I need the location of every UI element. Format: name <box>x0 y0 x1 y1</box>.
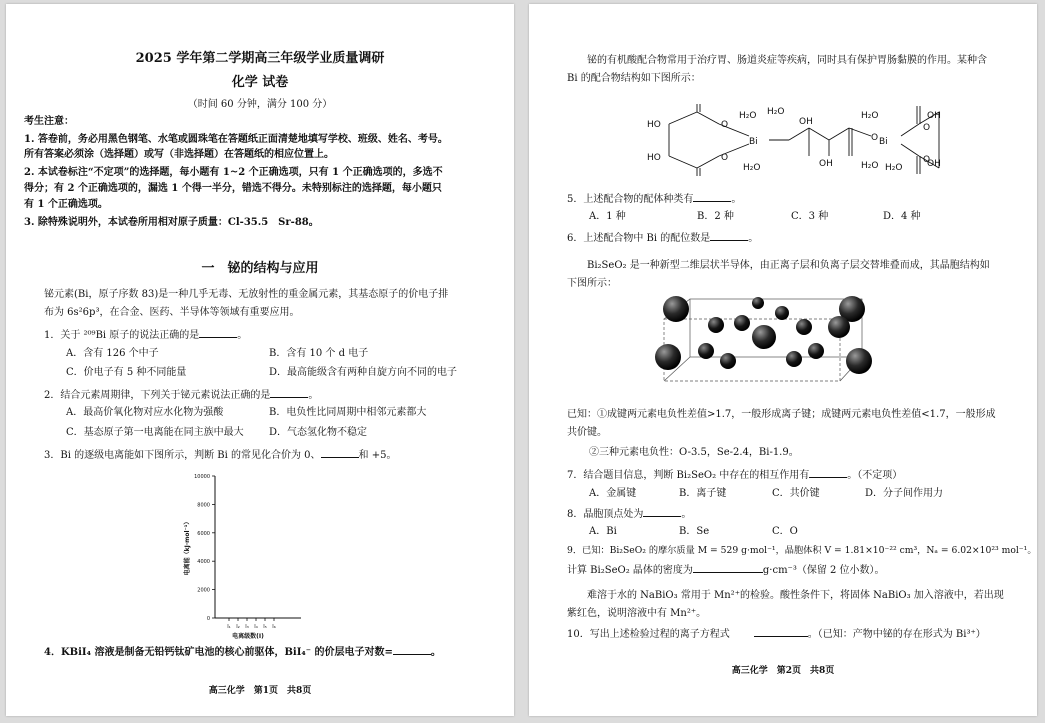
intro-line: 铋的有机酸配合物常用于治疗胃、肠道炎症等疾病，同时具有保护胃肠黏膜的作用。某种含 <box>587 55 987 66</box>
known-line: ②三种元素电负性：O-3.5，Se-2.4，Bi-1.9。 <box>589 447 799 458</box>
question-stem: 5．上述配合物的配体种类有 <box>567 194 694 205</box>
notice-line: 所有答案必须涂（选择题）或写（非选择题）在答题纸的相应位置上。 <box>24 149 334 160</box>
answer-blank[interactable] <box>693 191 731 202</box>
exam-subtitle: 化学 试卷 <box>231 75 289 90</box>
bismuth-complex-structure <box>639 104 949 184</box>
x-tick-label: I₆ <box>272 624 276 630</box>
page-footer: 高三化学 第2页 共8页 <box>731 666 835 676</box>
notice-line: 1. 答卷前，务必用黑色钢笔、水笔或圆珠笔在答题纸正面清楚地填写学校、班级、姓名、考号。 <box>24 134 448 145</box>
answer-blank[interactable] <box>393 644 431 655</box>
notice-line: 2. 本试卷标注“不定项”的选择题，每小题有 1~2 个正确选项，只有 1 个正确选项的，多选不 <box>24 167 443 178</box>
question-stem: 2．结合元素周期律，下列关于铋元素说法正确的是 <box>44 390 271 401</box>
exam-page-2 <box>529 4 1037 716</box>
o-label: O <box>923 123 931 133</box>
atom-vertex <box>655 344 681 370</box>
atom-group <box>655 296 872 374</box>
option-d[interactable]: D．4 种 <box>883 211 921 222</box>
y-axis-label: 电离能（kJ·mol⁻¹） <box>184 518 191 576</box>
o-label: O <box>871 133 879 143</box>
oh-label: OH <box>799 117 813 127</box>
question-note: 。（不定项） <box>847 470 903 481</box>
cell-intro-line: Bi₂SeO₂ 是一种新型二维层状半导体，由正离子层和负离子层交替堆叠而成，其晶胞结构如 <box>587 260 990 271</box>
question-1: 1．关于 ²⁰⁹Bi 原子的说法正确的是 。 <box>44 327 247 343</box>
h2o-label: H₂O <box>743 163 761 173</box>
question-10 <box>567 626 986 642</box>
option-c[interactable]: C．O <box>772 526 798 537</box>
bi-label: Bi <box>879 137 888 147</box>
o-label: O <box>923 155 931 165</box>
x-tick-label: I₃ <box>245 624 249 630</box>
question-9-line2 <box>567 562 885 578</box>
atom-vertex <box>846 348 872 374</box>
h2o-label: H₂O <box>885 163 903 173</box>
answer-blank[interactable] <box>321 447 359 458</box>
answer-blank[interactable] <box>754 626 808 637</box>
notice-line: 3. 除特殊说明外，本试卷所用相对原子质量：Cl-35.5 Sr-88。 <box>24 217 319 228</box>
exam-title: 2025 学年第二学期高三年级学业质量调研 <box>135 51 385 66</box>
option-b[interactable]: B．电负性比同周期中相邻元素都大 <box>269 407 427 418</box>
oh-label: OH <box>927 111 941 121</box>
option-a[interactable]: A．Bi <box>589 526 617 537</box>
bi-label: Bi <box>749 137 758 147</box>
oh-label: OH <box>927 159 941 169</box>
atom-center <box>752 325 776 349</box>
intro-line: Bi 的配合物结构如下图所示： <box>567 73 701 84</box>
question-7 <box>567 467 902 483</box>
option-b[interactable]: B．离子键 <box>679 488 727 499</box>
option-a[interactable]: A．含有 126 个中子 <box>66 348 159 359</box>
intro-line: 布为 6s²6p³，在合金、医药、半导体等领域有重要应用。 <box>44 307 300 318</box>
option-c[interactable]: C．基态原子第一电离能在同主族中最大 <box>66 427 244 438</box>
y-tick-label: 0 <box>206 616 210 622</box>
known-line: 已知：①成键两元素电负性差值>1.7，一般形成离子键；成键两元素电负性差值<1.7，一般形成 <box>567 409 996 420</box>
option-b[interactable]: B．含有 10 个 d 电子 <box>269 348 369 359</box>
answer-blank[interactable] <box>643 506 681 517</box>
question-2: 2．结合元素周期律，下列关于铋元素说法正确的是 。 <box>44 387 318 403</box>
y-tick-label: 10000 <box>194 474 210 480</box>
atom-small <box>720 353 736 369</box>
question-4: 4．KBiI₄ 溶液是制备无铅钙钛矿电池的核心前驱体，BiI₄⁻ 的价层电子对数= 。 <box>44 644 441 660</box>
y-tick-label: 4000 <box>197 559 210 566</box>
option-d[interactable]: D．最高能级含有两种自旋方向不同的电子 <box>269 367 458 378</box>
x-tick-label: I₁ <box>227 624 231 630</box>
section-title: 一 铋的结构与应用 <box>201 261 319 276</box>
atom-small <box>796 319 812 335</box>
question-8: 8．晶胞顶点处为 。 <box>567 506 691 522</box>
ho-label: HO <box>647 120 661 130</box>
h2o-label: H₂O <box>861 111 879 121</box>
o-label: O <box>721 153 729 163</box>
option-b[interactable]: B．Se <box>679 526 710 537</box>
answer-blank[interactable] <box>693 562 763 573</box>
atom-small <box>808 343 824 359</box>
option-a[interactable]: A．最高价氧化物对应水化物为强酸 <box>66 407 224 418</box>
option-a[interactable]: A．金属键 <box>589 488 637 499</box>
atom-vertex <box>663 296 689 322</box>
question-stem: 7．结合题目信息，判断 Bi₂SeO₂ 中存在的相互作用有 <box>567 470 810 481</box>
question-stem: 3．Bi 的逐级电离能如下图所示，判断 Bi 的常见化合价为 0、 <box>44 450 321 461</box>
notice-line: 有 1 个正确选项。 <box>24 199 108 210</box>
option-c[interactable]: C．共价键 <box>772 488 820 499</box>
nabio3-line: 紫红色，说明溶液中有 Mn²⁺。 <box>567 608 707 619</box>
answer-blank[interactable] <box>809 467 847 478</box>
x-tick-label: I₂ <box>236 624 240 630</box>
intro-line: 铋元素(Bi，原子序数 83)是一种几乎无毒、无放射性的重金属元素，其基态原子的价电子排 <box>44 289 449 300</box>
ionization-energy-chart <box>171 466 331 641</box>
x-axis-label: 电离级数(I) <box>232 633 264 640</box>
atom-small <box>775 306 789 320</box>
question-stem: 10．写出上述检验过程的离子方程式 <box>567 629 730 640</box>
question-5: 5．上述配合物的配体种类有 。 <box>567 191 741 207</box>
x-tick-label: I₅ <box>263 624 267 630</box>
atom-small <box>698 343 714 359</box>
answer-blank[interactable] <box>270 387 308 398</box>
question-stem: 8．晶胞顶点处为 <box>567 509 644 520</box>
question-3 <box>44 447 396 463</box>
cell-intro-line: 下图所示： <box>567 278 617 289</box>
notice-heading: 考生注意： <box>24 116 74 127</box>
question-6: 6．上述配合物中 Bi 的配位数是 。 <box>567 230 758 246</box>
question-stem: 1．关于 ²⁰⁹Bi 原子的说法正确的是 <box>44 330 200 341</box>
h2o-label: H₂O <box>767 107 785 117</box>
answer-blank[interactable] <box>710 230 748 241</box>
question-tail: 。（已知：产物中铋的存在形式为 Bi³⁺） <box>807 629 986 640</box>
atom-center <box>828 316 850 338</box>
nabio3-line: 难溶于水的 NaBiO₃ 常用于 Mn²⁺的检验。酸性条件下，将固体 NaBiO₃ 加入溶液中，若出现 <box>587 590 1004 601</box>
y-tick-label: 2000 <box>197 587 210 594</box>
option-a[interactable]: A．1 种 <box>589 211 626 222</box>
y-tick-label: 6000 <box>197 530 210 537</box>
oh-label: OH <box>819 159 833 169</box>
option-b[interactable]: B．2 种 <box>697 211 734 222</box>
o-label: O <box>721 120 729 130</box>
x-tick-label: I₄ <box>254 624 258 630</box>
time-info: （时间 60 分钟，满分 100 分） <box>187 99 333 110</box>
option-c[interactable]: C．3 种 <box>791 211 829 222</box>
notice-line: 得分；有 2 个正确选项的，漏选 1 个得一半分，错选不得分。未特别标注的选择题，每小题只 <box>24 183 442 194</box>
option-d[interactable]: D．分子间作用力 <box>865 488 944 499</box>
question-tail: g·cm⁻³（保留 2 位小数）。 <box>762 565 885 576</box>
question-9-line1: 9．已知：Bi₂SeO₂ 的摩尔质量 M = 529 g·mol⁻¹，晶胞体积 V = 1.81×10⁻²² cm³，Nₐ = 6.02×10²³ mol⁻¹。 <box>567 545 1037 556</box>
crystal-unit-cell-diagram <box>654 289 894 389</box>
option-c[interactable]: C．价电子有 5 种不同能量 <box>66 367 187 378</box>
answer-blank[interactable] <box>199 327 237 338</box>
question-tail: 和 +5。 <box>358 450 397 461</box>
y-tick-label: 8000 <box>197 502 210 509</box>
page-footer: 高三化学 第1页 共8页 <box>208 686 312 696</box>
option-d[interactable]: D．气态氢化物不稳定 <box>269 427 368 438</box>
atom-small <box>708 317 724 333</box>
atom-small <box>786 351 802 367</box>
known-line: 共价键。 <box>567 427 607 438</box>
ho-label: HO <box>647 153 661 163</box>
question-stem: 计算 Bi₂SeO₂ 晶体的密度为 <box>567 565 693 576</box>
exam-page-1 <box>6 4 514 716</box>
atom-small <box>752 297 764 309</box>
question-stem: 4．KBiI₄ 溶液是制备无铅钙钛矿电池的核心前驱体，BiI₄⁻ 的价层电子对数= <box>44 647 393 658</box>
h2o-label: H₂O <box>739 111 757 121</box>
question-stem: 6．上述配合物中 Bi 的配位数是 <box>567 233 711 244</box>
h2o-label: H₂O <box>861 161 879 171</box>
atom-small <box>734 315 750 331</box>
